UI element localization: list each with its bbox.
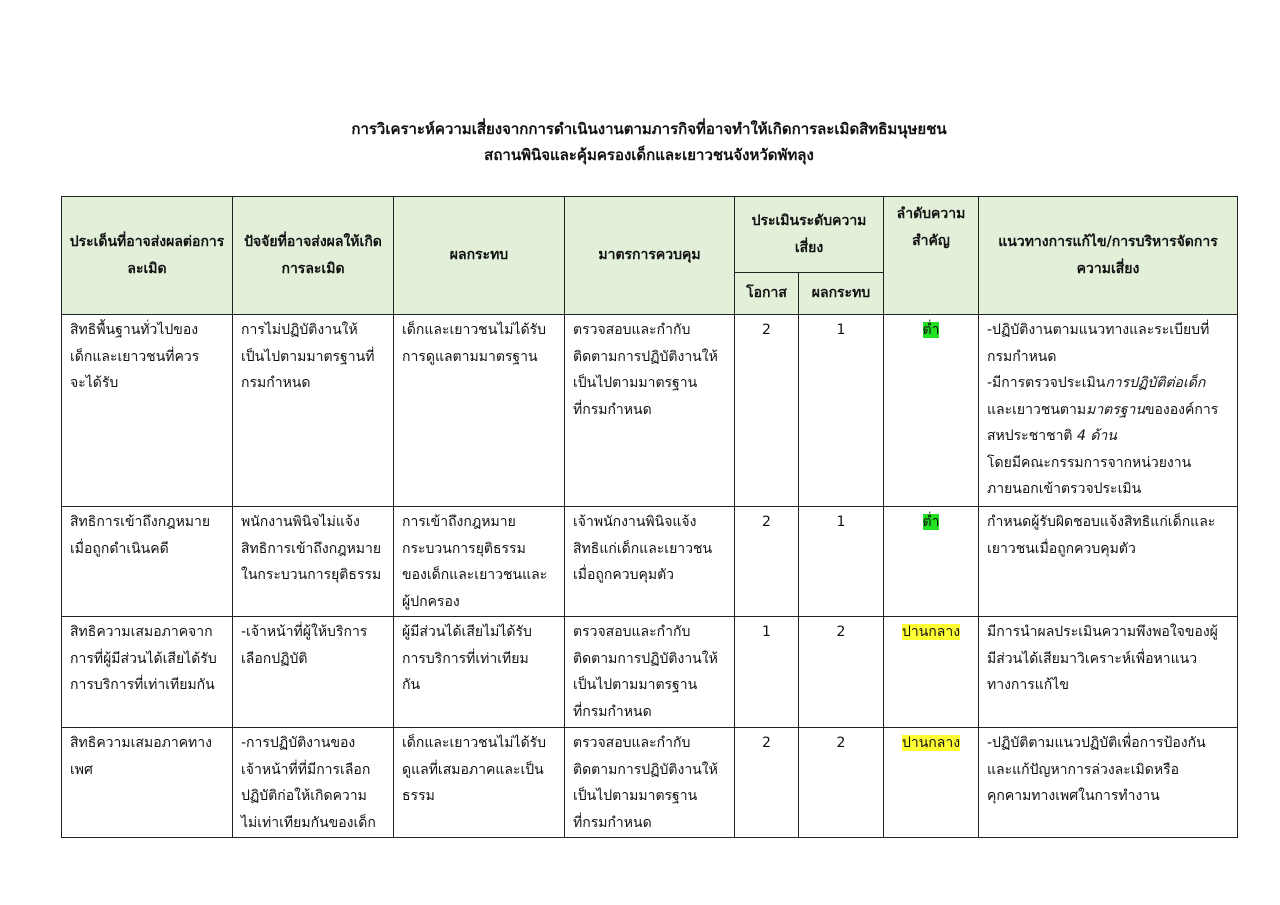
title-line-2: สถานพินิจและคุ้มครองเด็กและเยาวชนจังหวัดพัทลุง bbox=[484, 146, 814, 164]
cell-impact: เด็กและเยาวชนไม่ได้รับ ดูแลที่เสมอภาคและเป็น ธรรม bbox=[394, 728, 565, 838]
priority-badge: ต่ำ bbox=[922, 322, 940, 338]
header-severity: ผลกระทบ bbox=[799, 273, 884, 315]
cell-severity: 1 bbox=[799, 507, 884, 617]
document-title bbox=[0, 116, 1280, 168]
header-control: มาตรการควบคุม bbox=[565, 197, 735, 315]
risk-table bbox=[61, 196, 1238, 838]
cell-priority bbox=[884, 315, 979, 507]
table-row bbox=[62, 617, 1238, 728]
cell-impact: การเข้าถึงกฎหมาย กระบวนการยุติธรรม ของเด็กและเยาวชนและ ผู้ปกครอง bbox=[394, 507, 565, 617]
cell-severity: 1 bbox=[799, 315, 884, 507]
cell-severity: 2 bbox=[799, 728, 884, 838]
cell-likelihood: 2 bbox=[735, 315, 799, 507]
cell-likelihood: 2 bbox=[735, 507, 799, 617]
cell-likelihood: 1 bbox=[735, 617, 799, 728]
cell-impact: เด็กและเยาวชนไม่ได้รับ การดูแลตามมาตรฐาน bbox=[394, 315, 565, 507]
cell-issue: สิทธิพื้นฐานทั่วไปของ เด็กและเยาวชนที่ควร จะได้รับ bbox=[62, 315, 233, 507]
cell-solution: -ปฏิบัติงานตามแนวทางและระเบียบที่ กรมกำหนด -มีการตรวจประเมินการปฏิบัติต่อเด็ก และเยาวชนตามมาตรฐานขององค์การ สหประชาชาติ 4 ด้าน โดยมีคณะกรรมการจากหน่วยงาน ภายนอกเข้าตรวจประเมิน bbox=[979, 315, 1238, 507]
title-line-1: การวิเคราะห์ความเสี่ยงจากการดำเนินงานตามภารกิจที่อาจทำให้เกิดการละเมิดสิทธิมนุษยชน bbox=[351, 120, 947, 138]
header-impact: ผลกระทบ bbox=[394, 197, 565, 315]
cell-solution: มีการนำผลประเมินความพึงพอใจของผู้ มีส่วนได้เสียมาวิเคราะห์เพื่อหาแนว ทางการแก้ไข bbox=[979, 617, 1238, 728]
header-solution: แนวทางการแก้ไข/การบริหารจัดการความเสี่ยง bbox=[979, 197, 1238, 315]
cell-factor: การไม่ปฏิบัติงานให้ เป็นไปตามมาตรฐานที่ กรมกำหนด bbox=[233, 315, 394, 507]
cell-priority bbox=[884, 617, 979, 728]
table-row bbox=[62, 507, 1238, 617]
table-row bbox=[62, 315, 1238, 507]
cell-factor: -เจ้าหน้าที่ผู้ให้บริการ เลือกปฏิบัติ bbox=[233, 617, 394, 728]
cell-solution: กำหนดผู้รับผิดชอบแจ้งสิทธิแก่เด็กและ เยาวชนเมื่อถูกควบคุมตัว bbox=[979, 507, 1238, 617]
cell-control: ตรวจสอบและกำกับ ติดตามการปฏิบัติงานให้ เป็นไปตามมาตรฐาน ที่กรมกำหนด bbox=[565, 728, 735, 838]
cell-solution: -ปฏิบัติตามแนวปฏิบัติเพื่อการป้องกัน และแก้ปัญหาการล่วงละเมิดหรือ คุกคามทางเพศในการทำงาน bbox=[979, 728, 1238, 838]
cell-priority bbox=[884, 507, 979, 617]
cell-issue: สิทธิความเสมอภาคทาง เพศ bbox=[62, 728, 233, 838]
header-factor: ปัจจัยที่อาจส่งผลให้เกิดการละเมิด bbox=[233, 197, 394, 315]
cell-likelihood: 2 bbox=[735, 728, 799, 838]
cell-priority bbox=[884, 728, 979, 838]
cell-impact: ผู้มีส่วนได้เสียไม่ได้รับ การบริการที่เท่าเทียม กัน bbox=[394, 617, 565, 728]
cell-issue: สิทธิการเข้าถึงกฎหมาย เมื่อถูกดำเนินคดี bbox=[62, 507, 233, 617]
priority-badge: ปานกลาง bbox=[901, 624, 961, 640]
cell-issue: สิทธิความเสมอภาคจาก การที่ผู้มีส่วนได้เสียได้รับ การบริการที่เท่าเทียมกัน bbox=[62, 617, 233, 728]
header-assessment: ประเมินระดับความเสี่ยง bbox=[735, 197, 884, 273]
header-issue: ประเด็นที่อาจส่งผลต่อการละเมิด bbox=[62, 197, 233, 315]
cell-control: เจ้าพนักงานพินิจแจ้ง สิทธิแก่เด็กและเยาวชน เมื่อถูกควบคุมตัว bbox=[565, 507, 735, 617]
priority-badge: ปานกลาง bbox=[901, 735, 961, 751]
header-priority: ลำดับความสำคัญ bbox=[884, 197, 979, 315]
cell-control: ตรวจสอบและกำกับ ติดตามการปฏิบัติงานให้ เป็นไปตามมาตรฐาน ที่กรมกำหนด bbox=[565, 315, 735, 507]
header-likelihood: โอกาส bbox=[735, 273, 799, 315]
cell-severity: 2 bbox=[799, 617, 884, 728]
priority-badge: ต่ำ bbox=[922, 514, 940, 530]
cell-factor: -การปฏิบัติงานของ เจ้าหน้าที่ที่มีการเลือก ปฏิบัติก่อให้เกิดความ ไม่เท่าเทียมกันของเด็ก bbox=[233, 728, 394, 838]
table-row bbox=[62, 728, 1238, 838]
cell-control: ตรวจสอบและกำกับ ติดตามการปฏิบัติงานให้ เป็นไปตามมาตรฐาน ที่กรมกำหนด bbox=[565, 617, 735, 728]
cell-factor: พนักงานพินิจไม่แจ้ง สิทธิการเข้าถึงกฎหมาย ในกระบวนการยุติธรรม bbox=[233, 507, 394, 617]
